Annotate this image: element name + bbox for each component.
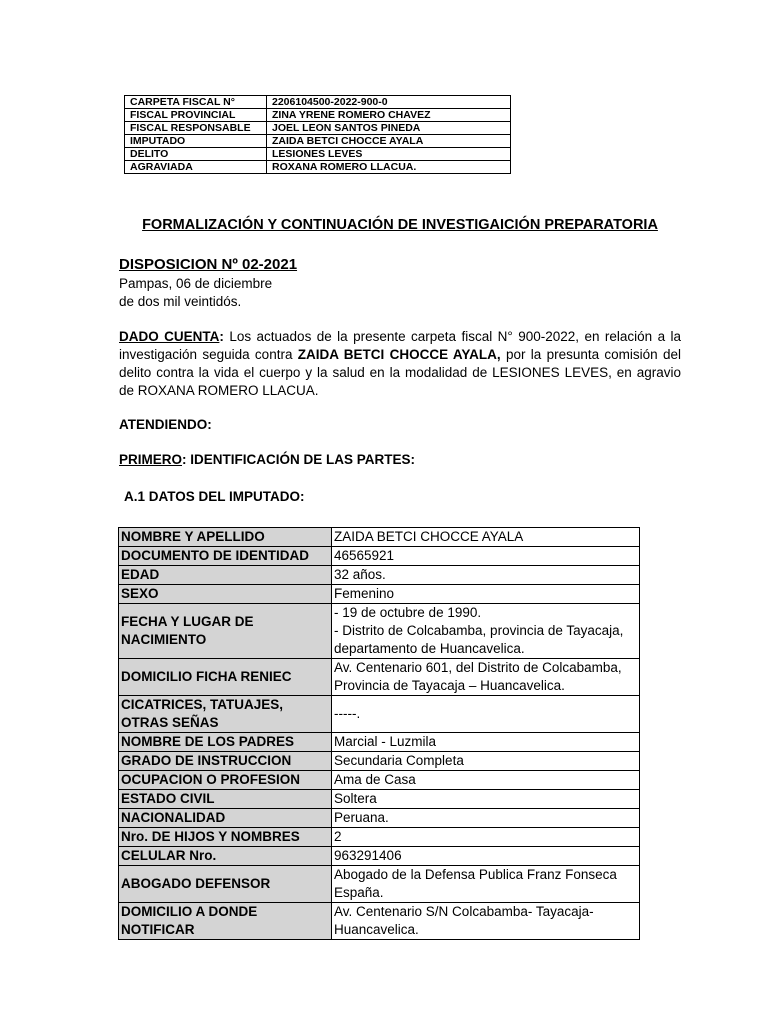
table-row	[119, 866, 640, 903]
header-label: FISCAL PROVINCIAL	[125, 109, 267, 122]
table-row	[119, 566, 640, 585]
field-label: SEXO	[119, 585, 332, 604]
table-row	[125, 135, 511, 148]
field-label: ABOGADO DEFENSOR	[119, 866, 332, 903]
atendiendo-heading: ATENDIENDO:	[119, 417, 212, 432]
primero-text: : IDENTIFICACIÓN DE LAS PARTES:	[182, 452, 416, 467]
birth-place: - Distrito de Colcabamba, provincia de Tayacaja, departamento de Huancavelica.	[334, 623, 624, 656]
table-row	[125, 148, 511, 161]
dado-cuenta-paragraph	[119, 328, 681, 400]
birth-date: - 19 de octubre de 1990.	[334, 605, 482, 620]
field-value: Marcial - Luzmila	[332, 733, 640, 752]
field-value: 963291406	[332, 847, 640, 866]
table-row	[119, 847, 640, 866]
place-date	[119, 275, 272, 311]
table-row	[119, 809, 640, 828]
field-label: NACIONALIDAD	[119, 809, 332, 828]
field-label: FECHA Y LUGAR DE NACIMIENTO	[119, 604, 332, 659]
field-value: Abogado de la Defensa Publica Franz Fonseca España.	[332, 866, 640, 903]
field-label: CICATRICES, TATUAJES, OTRAS SEÑAS	[119, 696, 332, 733]
header-value: ROXANA ROMERO LLACUA.	[267, 161, 511, 174]
field-label: DOMICILIO FICHA RENIEC	[119, 659, 332, 696]
field-value: Secundaria Completa	[332, 752, 640, 771]
header-value: JOEL LEON SANTOS PINEDA	[267, 122, 511, 135]
document-title: FORMALIZACIÓN Y CONTINUACIÓN DE INVESTIGAICIÓN PREPARATORIA	[142, 217, 658, 233]
field-value: Ama de Casa	[332, 771, 640, 790]
header-value: ZINA YRENE ROMERO CHAVEZ	[267, 109, 511, 122]
field-value: Femenino	[332, 585, 640, 604]
field-value: Peruana.	[332, 809, 640, 828]
field-label: DOCUMENTO DE IDENTIDAD	[119, 547, 332, 566]
table-row	[119, 696, 640, 733]
header-value: LESIONES LEVES	[267, 148, 511, 161]
header-value: 2206104500-2022-900-0	[267, 96, 511, 109]
table-row	[125, 161, 511, 174]
imputado-data-table	[118, 527, 640, 940]
primero-heading	[119, 452, 415, 467]
field-label: DOMICILIO A DONDE NOTIFICAR	[119, 903, 332, 940]
field-label: EDAD	[119, 566, 332, 585]
table-row	[119, 528, 640, 547]
table-row	[125, 109, 511, 122]
field-label: GRADO DE INSTRUCCION	[119, 752, 332, 771]
field-value: Av. Centenario 601, del Distrito de Colcabamba, Provincia de Tayacaja – Huancavelica.	[332, 659, 640, 696]
field-label: Nro. DE HIJOS Y NOMBRES	[119, 828, 332, 847]
field-value: -----.	[332, 696, 640, 733]
header-label: FISCAL RESPONSABLE	[125, 122, 267, 135]
field-value: 46565921	[332, 547, 640, 566]
field-value: Av. Centenario S/N Colcabamba- Tayacaja- Huancavelica.	[332, 903, 640, 940]
field-value: 2	[332, 828, 640, 847]
table-row	[119, 752, 640, 771]
table-row	[119, 547, 640, 566]
table-row	[119, 790, 640, 809]
dado-cuenta-text: por la presunta comisión del delito contra la vida el cuerpo y la salud en la modalidad de LESIONES LEVES, en agravio de ROXANA ROMERO LLACUA.	[119, 347, 681, 398]
table-row	[119, 733, 640, 752]
case-header-table	[124, 95, 511, 174]
field-label: ESTADO CIVIL	[119, 790, 332, 809]
imputado-name: ZAIDA BETCI CHOCCE AYALA,	[297, 347, 501, 362]
disposicion-number: DISPOSICION Nº 02-2021	[119, 256, 298, 273]
dado-cuenta-label: DADO CUENTA	[119, 329, 220, 344]
header-label: IMPUTADO	[125, 135, 267, 148]
dado-cuenta-colon: :	[219, 329, 224, 344]
field-value: 32 años.	[332, 566, 640, 585]
field-value: Soltera	[332, 790, 640, 809]
table-row	[119, 585, 640, 604]
header-label: DELITO	[125, 148, 267, 161]
field-label: NOMBRE Y APELLIDO	[119, 528, 332, 547]
table-row	[119, 771, 640, 790]
table-row	[119, 828, 640, 847]
place-date-line: Pampas, 06 de diciembre	[119, 276, 273, 291]
field-label: NOMBRE DE LOS PADRES	[119, 733, 332, 752]
field-value: ZAIDA BETCI CHOCCE AYALA	[332, 528, 640, 547]
field-label: OCUPACION O PROFESION	[119, 771, 332, 790]
field-value	[332, 604, 640, 659]
header-label: CARPETA FISCAL N°	[125, 96, 267, 109]
table-row	[119, 903, 640, 940]
field-label: CELULAR Nro.	[119, 847, 332, 866]
section-heading-imputado: A.1 DATOS DEL IMPUTADO:	[124, 489, 305, 504]
dado-cuenta-text: Los actuados de la presente carpeta fiscal N° 900-2022, en relación a la investigación seguida contra	[119, 329, 682, 362]
table-row	[125, 122, 511, 135]
header-value: ZAIDA BETCI CHOCCE AYALA	[267, 135, 511, 148]
header-label: AGRAVIADA	[125, 161, 267, 174]
table-row	[119, 604, 640, 659]
primero-label: PRIMERO	[119, 452, 183, 467]
table-row	[125, 96, 511, 109]
place-date-line: de dos mil veintidós.	[119, 294, 242, 309]
table-row	[119, 659, 640, 696]
